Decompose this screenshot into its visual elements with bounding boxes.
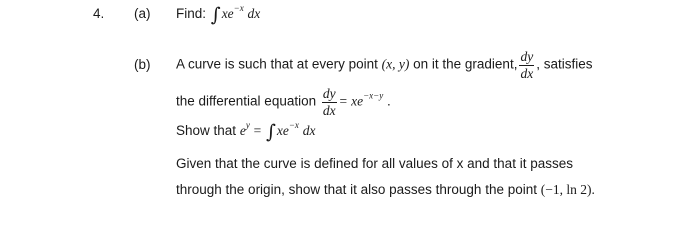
ode-rhs: = xe [338, 93, 364, 109]
show-equals: = [253, 123, 262, 138]
part-b-line1-mid: on it the gradient, [413, 56, 518, 72]
ode-rhs-exponent: −x−y [363, 90, 384, 101]
given-line1: Given that the curve is defined for all values of x and that it passes [176, 156, 573, 171]
part-b-line1-end: , satisfies [536, 56, 593, 72]
question-number: 4. [93, 6, 105, 21]
ode-end: . [387, 93, 391, 109]
gradient-dx: dx [520, 65, 534, 81]
show-integrand: xe [276, 123, 289, 138]
given-line2 [176, 182, 595, 198]
final-point: (−1, ln 2). [540, 182, 595, 197]
part-a-differential: dx [247, 6, 261, 21]
part-a-label: (a) [134, 6, 151, 21]
gradient-dy: dy [520, 49, 534, 64]
show-lhs-exponent: y [245, 120, 250, 130]
ode-dy: dy [322, 86, 336, 101]
show-exponent: −x [288, 120, 299, 130]
show-differential: dx [302, 123, 316, 138]
integral-sign-icon: ∫ [265, 121, 276, 143]
part-a-integrand: xe [221, 6, 234, 21]
part-b-line2-start: the differential equation [176, 93, 317, 109]
given-line2-text: through the origin, show that it also passes through the point [176, 182, 537, 197]
part-a-text [176, 4, 260, 26]
show-lhs: e [239, 123, 246, 138]
show-prefix: Show that [176, 123, 237, 138]
part-b-point: (x, y) [381, 56, 410, 72]
part-b-show-line [176, 121, 315, 143]
ode-dx: dx [322, 102, 336, 118]
part-a-exponent: −x [233, 3, 244, 13]
part-a-prefix: Find: [176, 6, 207, 21]
part-b-label: (b) [134, 57, 151, 72]
part-b-line1 [176, 50, 592, 80]
gradient-fraction [519, 50, 534, 80]
part-b-line1-start: A curve is such that at every point [176, 56, 378, 72]
part-b-line2 [176, 87, 391, 117]
integral-sign-icon: ∫ [210, 4, 221, 26]
ode-fraction [322, 87, 337, 117]
